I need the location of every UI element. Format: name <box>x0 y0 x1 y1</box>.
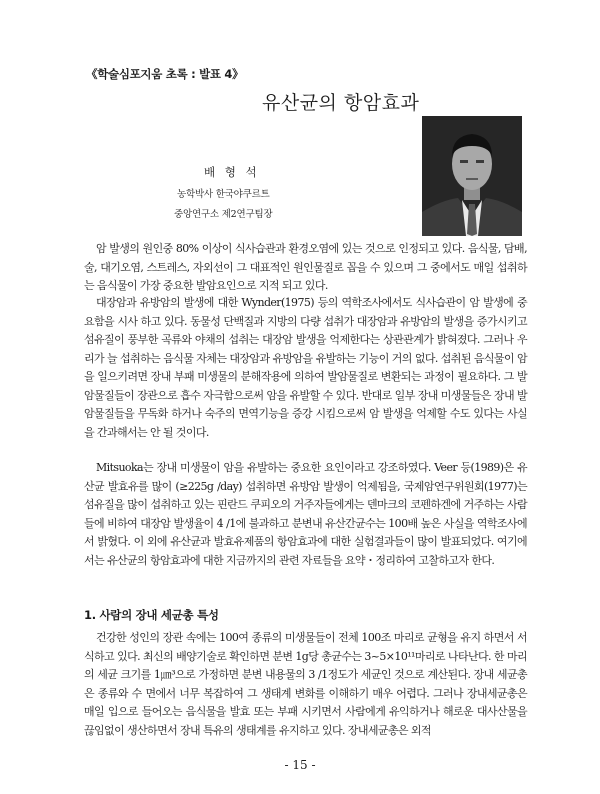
header-tag: 《학술심포지움 초록 : 발표 4》 <box>86 67 244 81</box>
paragraph-intro <box>84 240 527 296</box>
author-affiliation-2: 중앙연구소 제2연구팀장 <box>174 209 273 220</box>
paragraph-intestinal-flora <box>84 629 527 740</box>
paragraph: 건강한 성인의 장관 속에는 100여 종류의 미생물들이 전체 100조 마리로 균형을 유지 하면서 서식하고 있다. 최신의 배양기술로 확인하면 분변 1g당 총균수는 3~5×10¹¹마리로 나타난다. 한 마리의 세균 크기를 1㎛³으로 가정하면 분변 내용물의 3 /1정도가 세균인 것으로 계산된다. 장내 세균총은 종류와 수 면에서 너무 복잡하여 그 생태계 변화를 이해하기 매우 어렵다. 그러나 장내세균총은 매일 입으로 들어오는 음식물을 발효 또는 부패 시키면서 사람에게 유익하거나 해로운 대사산물을 끊임없이 생산하면서 장내 특유의 생태계를 유지하고 있다. 장내세균총은 외적 <box>84 631 527 737</box>
paragraph: Mitsuoka는 장내 미생물이 암을 유발하는 중요한 요인이라고 강조하였다. Veer 등(1989)은 유산균 발효유를 많이 (≥225g /day) 섭취하면 유방암 발생이 억제됨을, 국제암연구위원회(1977)는 섬유질을 많이 섭취하고 있는 핀란드 쿠피오의 거주자들에게는 덴마크의 코펜하겐에 거주하는 사람들에 비하여 대장암 발생율이 4 /1에 불과하고 분변내 유산간균수는 100배 높은 사실을 역학조사에서 밝혔다. 이 외에 유산균과 발효유제품의 항암효과에 대한 실험결과들이 많이 발표되었다. 여기에서는 유산균의 항암효과에 대한 지금까지의 관련 자료들을 요약・정리하여 고찰하고자 한다. <box>84 461 527 567</box>
author-affiliation-1: 농학박사 한국야쿠르트 <box>177 189 270 200</box>
author-portrait-icon <box>422 116 522 236</box>
page-title: 유산균의 항암효과 <box>262 92 420 114</box>
section-heading: 1. 사람의 장내 세균총 특성 <box>84 608 219 622</box>
author-name: 배 형 석 <box>204 165 260 179</box>
paragraph: 암 발생의 원인중 80% 이상이 식사습관과 환경오염에 있는 것으로 인정되고 있다. 음식물, 담배, 술, 대기오염, 스트레스, 자외선이 그 대표적인 원인물질로 꼽을 수 있으며 그 중에서도 매일 섭취하는 음식물이 가장 중요한 발암요인으로 지적 되고 있다. <box>84 242 527 292</box>
page-number: - 15 - <box>284 758 316 772</box>
paragraph-mitsuoka <box>84 459 527 570</box>
paragraph: 대장암과 유방암의 발생에 대한 Wynder(1975) 등의 역학조사에서도 식사습관이 암 발생에 중요함을 시사 하고 있다. 동물성 단백질과 지방의 다량 섭취가 대장암과 유방암의 발생을 증가시키고 섬유질이 풍부한 곡류와 야채의 섭취는 대장암 발생을 억제한다는 상관관계가 밝혀졌다. 그러나 우리가 늘 섭취하는 음식물 자체는 대장암과 유방암을 유발하는 기능이 거의 없다. 섭취된 음식물이 암을 일으키려면 장내 부패 미생물의 분해작용에 의하여 발암물질로 변환되는 과정이 필요하다. 그 발암물질들이 장관으로 흡수 자극함으로써 암을 유발할 수 있다. 반대로 일부 장내 미생물들은 장내 발암물질들을 무독화 하거나 숙주의 면역기능을 증강 시킴으로써 암 발생을 억제할 수도 있다는 사실을 간과해서는 안 될 것이다. <box>84 296 527 439</box>
paragraph-wynder <box>84 294 527 442</box>
